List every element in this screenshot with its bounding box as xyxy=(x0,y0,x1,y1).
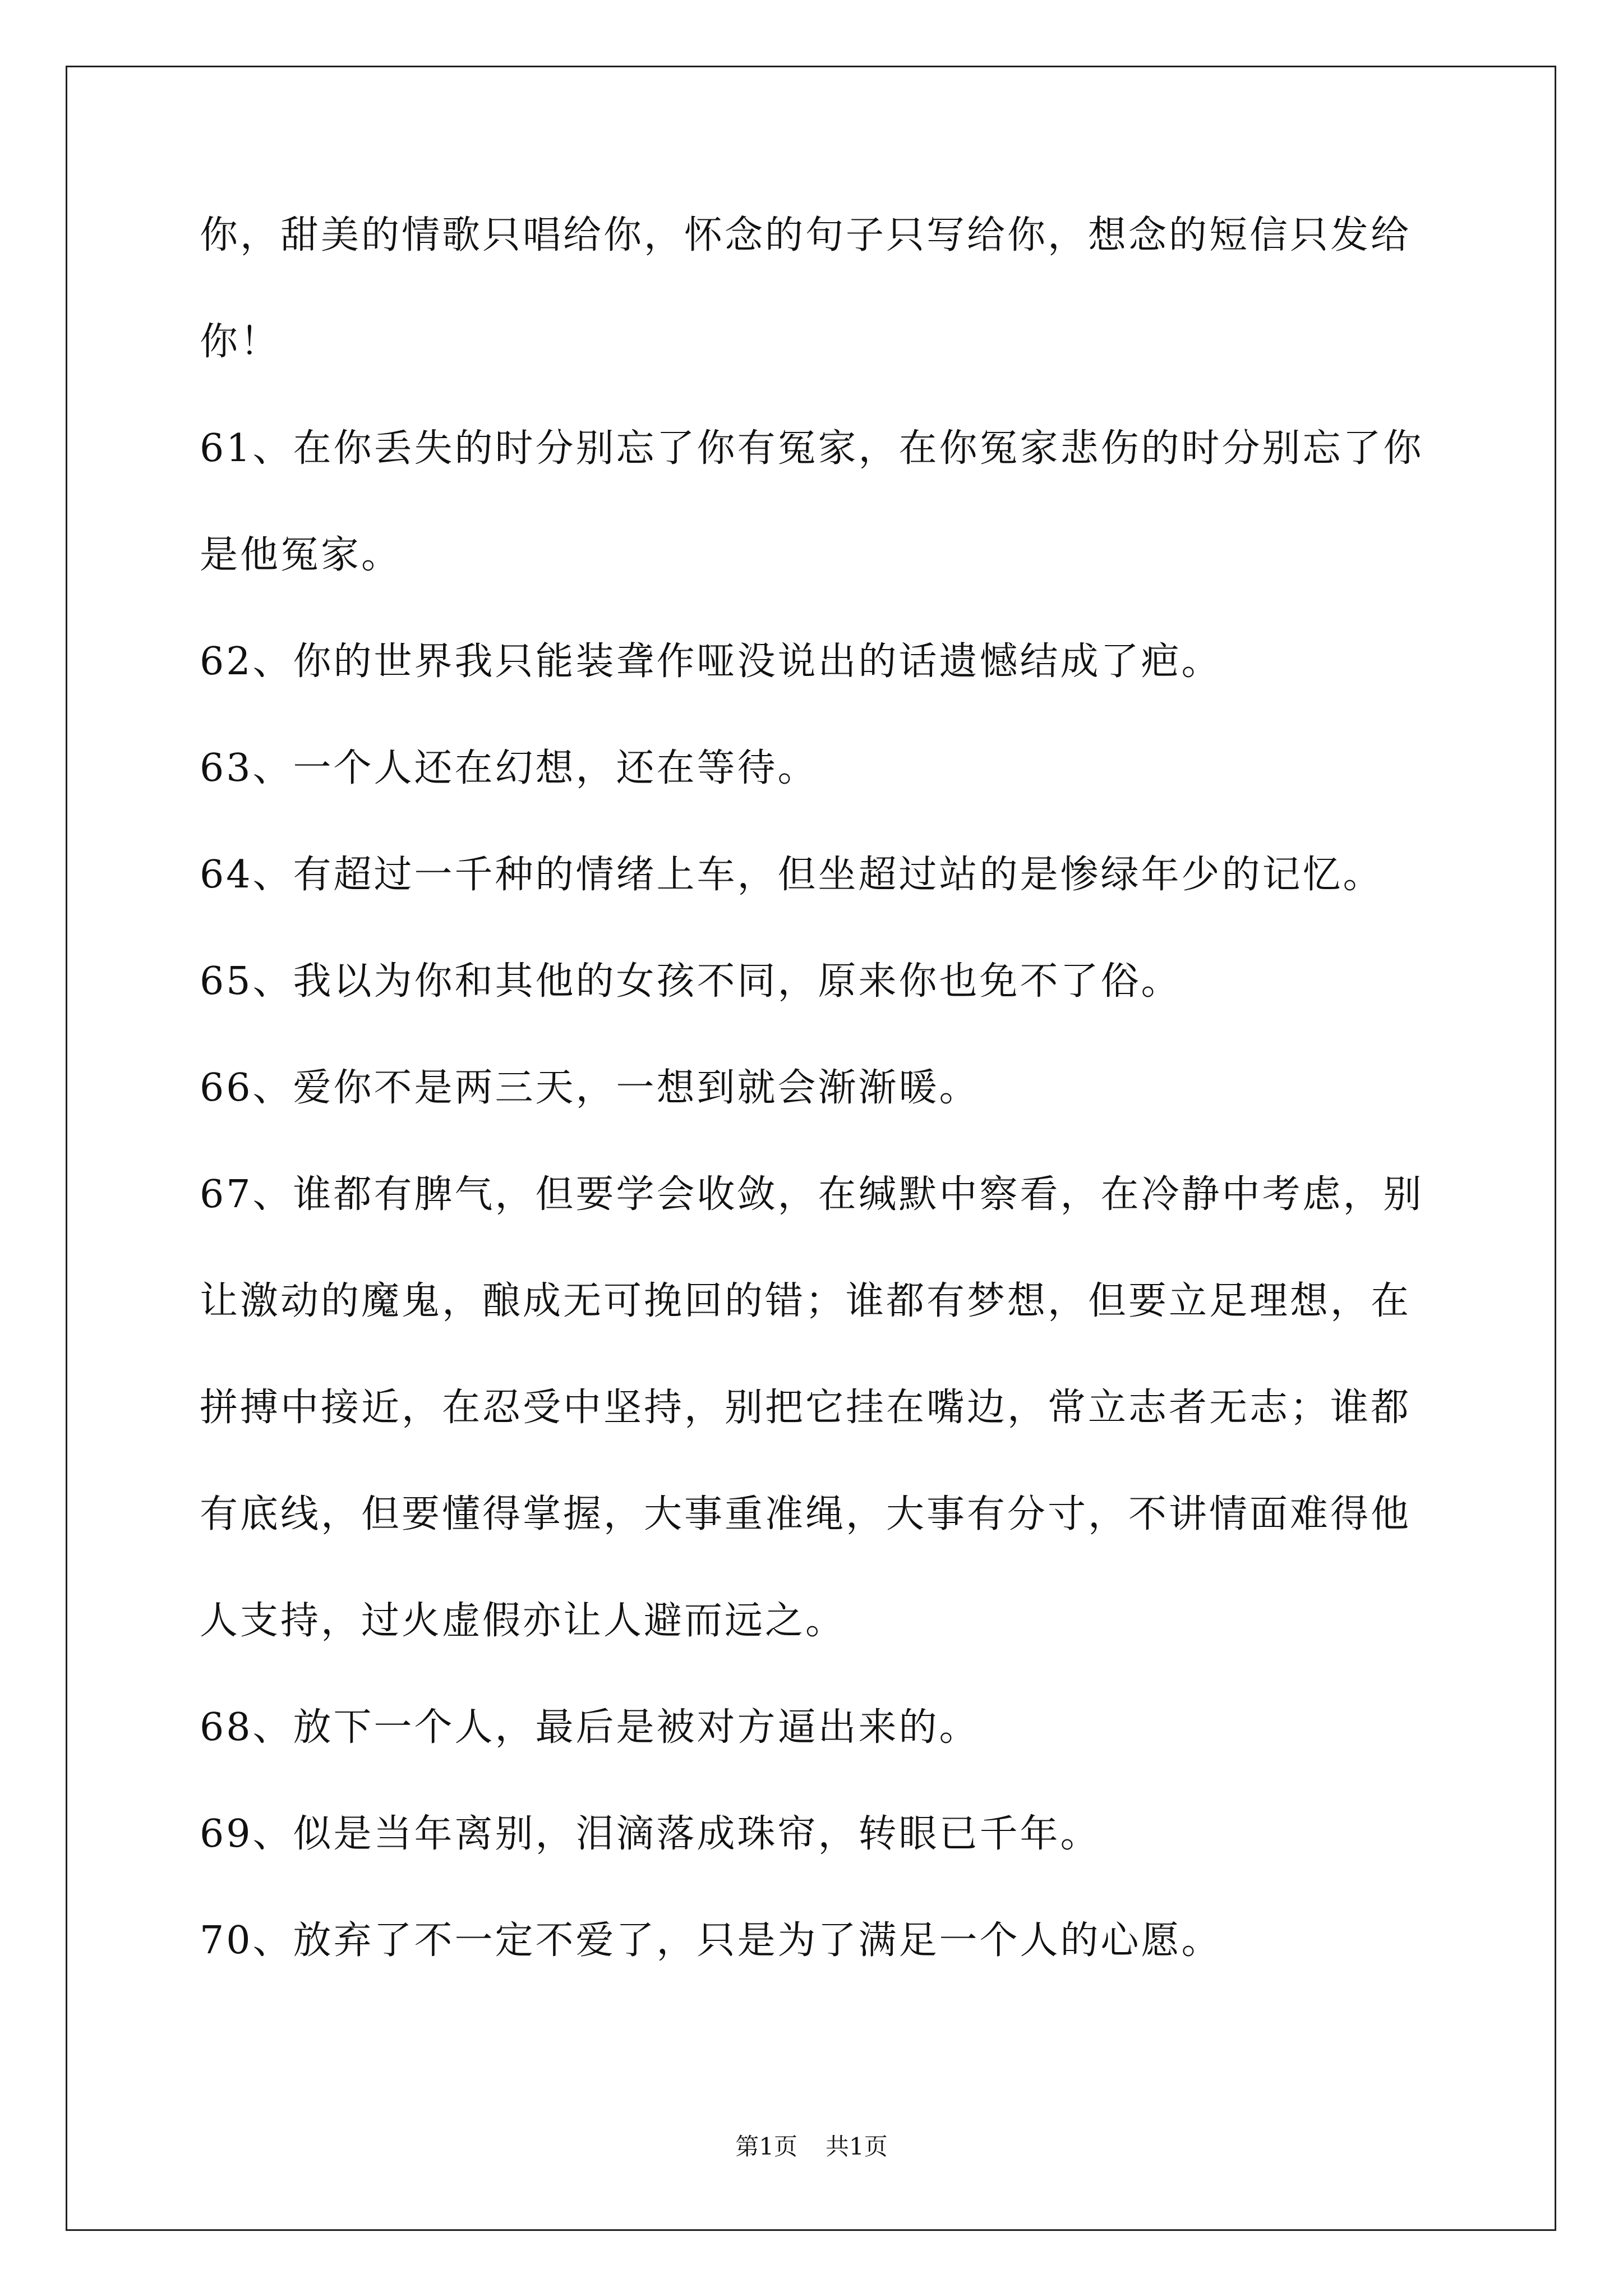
text-line: 你！ xyxy=(200,320,281,364)
text-line: 63、一个人还在幻想，还在等待。 xyxy=(200,746,818,790)
text-line: 让激动的魔鬼，酿成无可挽回的错；谁都有梦想，但要立足理想，在 xyxy=(200,1279,1412,1323)
text-line: 69、似是当年离别，泪滴落成珠帘，转眼已千年。 xyxy=(200,1812,1101,1856)
text-line: 是他冤家。 xyxy=(200,533,402,577)
text-line: 64、有超过一千种的情绪上车，但坐超过站的是惨绿年少的记忆。 xyxy=(200,853,1384,897)
text-line: 70、放弃了不一定不爱了，只是为了满足一个人的心愿。 xyxy=(200,1918,1222,1963)
page-frame xyxy=(66,66,1556,2231)
page-number-total: 共1页 xyxy=(826,2133,888,2160)
text-line: 65、我以为你和其他的女孩不同，原来你也免不了俗。 xyxy=(200,959,1182,1004)
text-line: 有底线，但要懂得掌握，大事重准绳，大事有分寸，不讲情面难得他 xyxy=(200,1492,1412,1536)
text-line: 66、爱你不是两三天，一想到就会渐渐暖。 xyxy=(200,1066,980,1110)
page-footer xyxy=(0,2133,1623,2161)
text-line: 67、谁都有脾气，但要学会收敛，在缄默中察看，在冷静中考虑，别 xyxy=(200,1172,1424,1217)
text-line: 你，甜美的情歌只唱给你，怀念的句子只写给你，想念的短信只发给 xyxy=(200,213,1412,257)
text-line: 人支持，过火虚假亦让人避而远之。 xyxy=(200,1599,846,1643)
text-line: 61、在你丢失的时分别忘了你有冤家，在你冤家悲伤的时分别忘了你 xyxy=(200,426,1424,471)
page-number-current: 第1页 xyxy=(735,2133,797,2160)
text-line: 拼搏中接近，在忍受中坚持，别把它挂在嘴边，常立志者无志；谁都 xyxy=(200,1386,1412,1430)
text-line: 68、放下一个人，最后是被对方逼出来的。 xyxy=(200,1705,980,1750)
text-line: 62、你的世界我只能装聋作哑没说出的话遗憾结成了疤。 xyxy=(200,639,1222,684)
